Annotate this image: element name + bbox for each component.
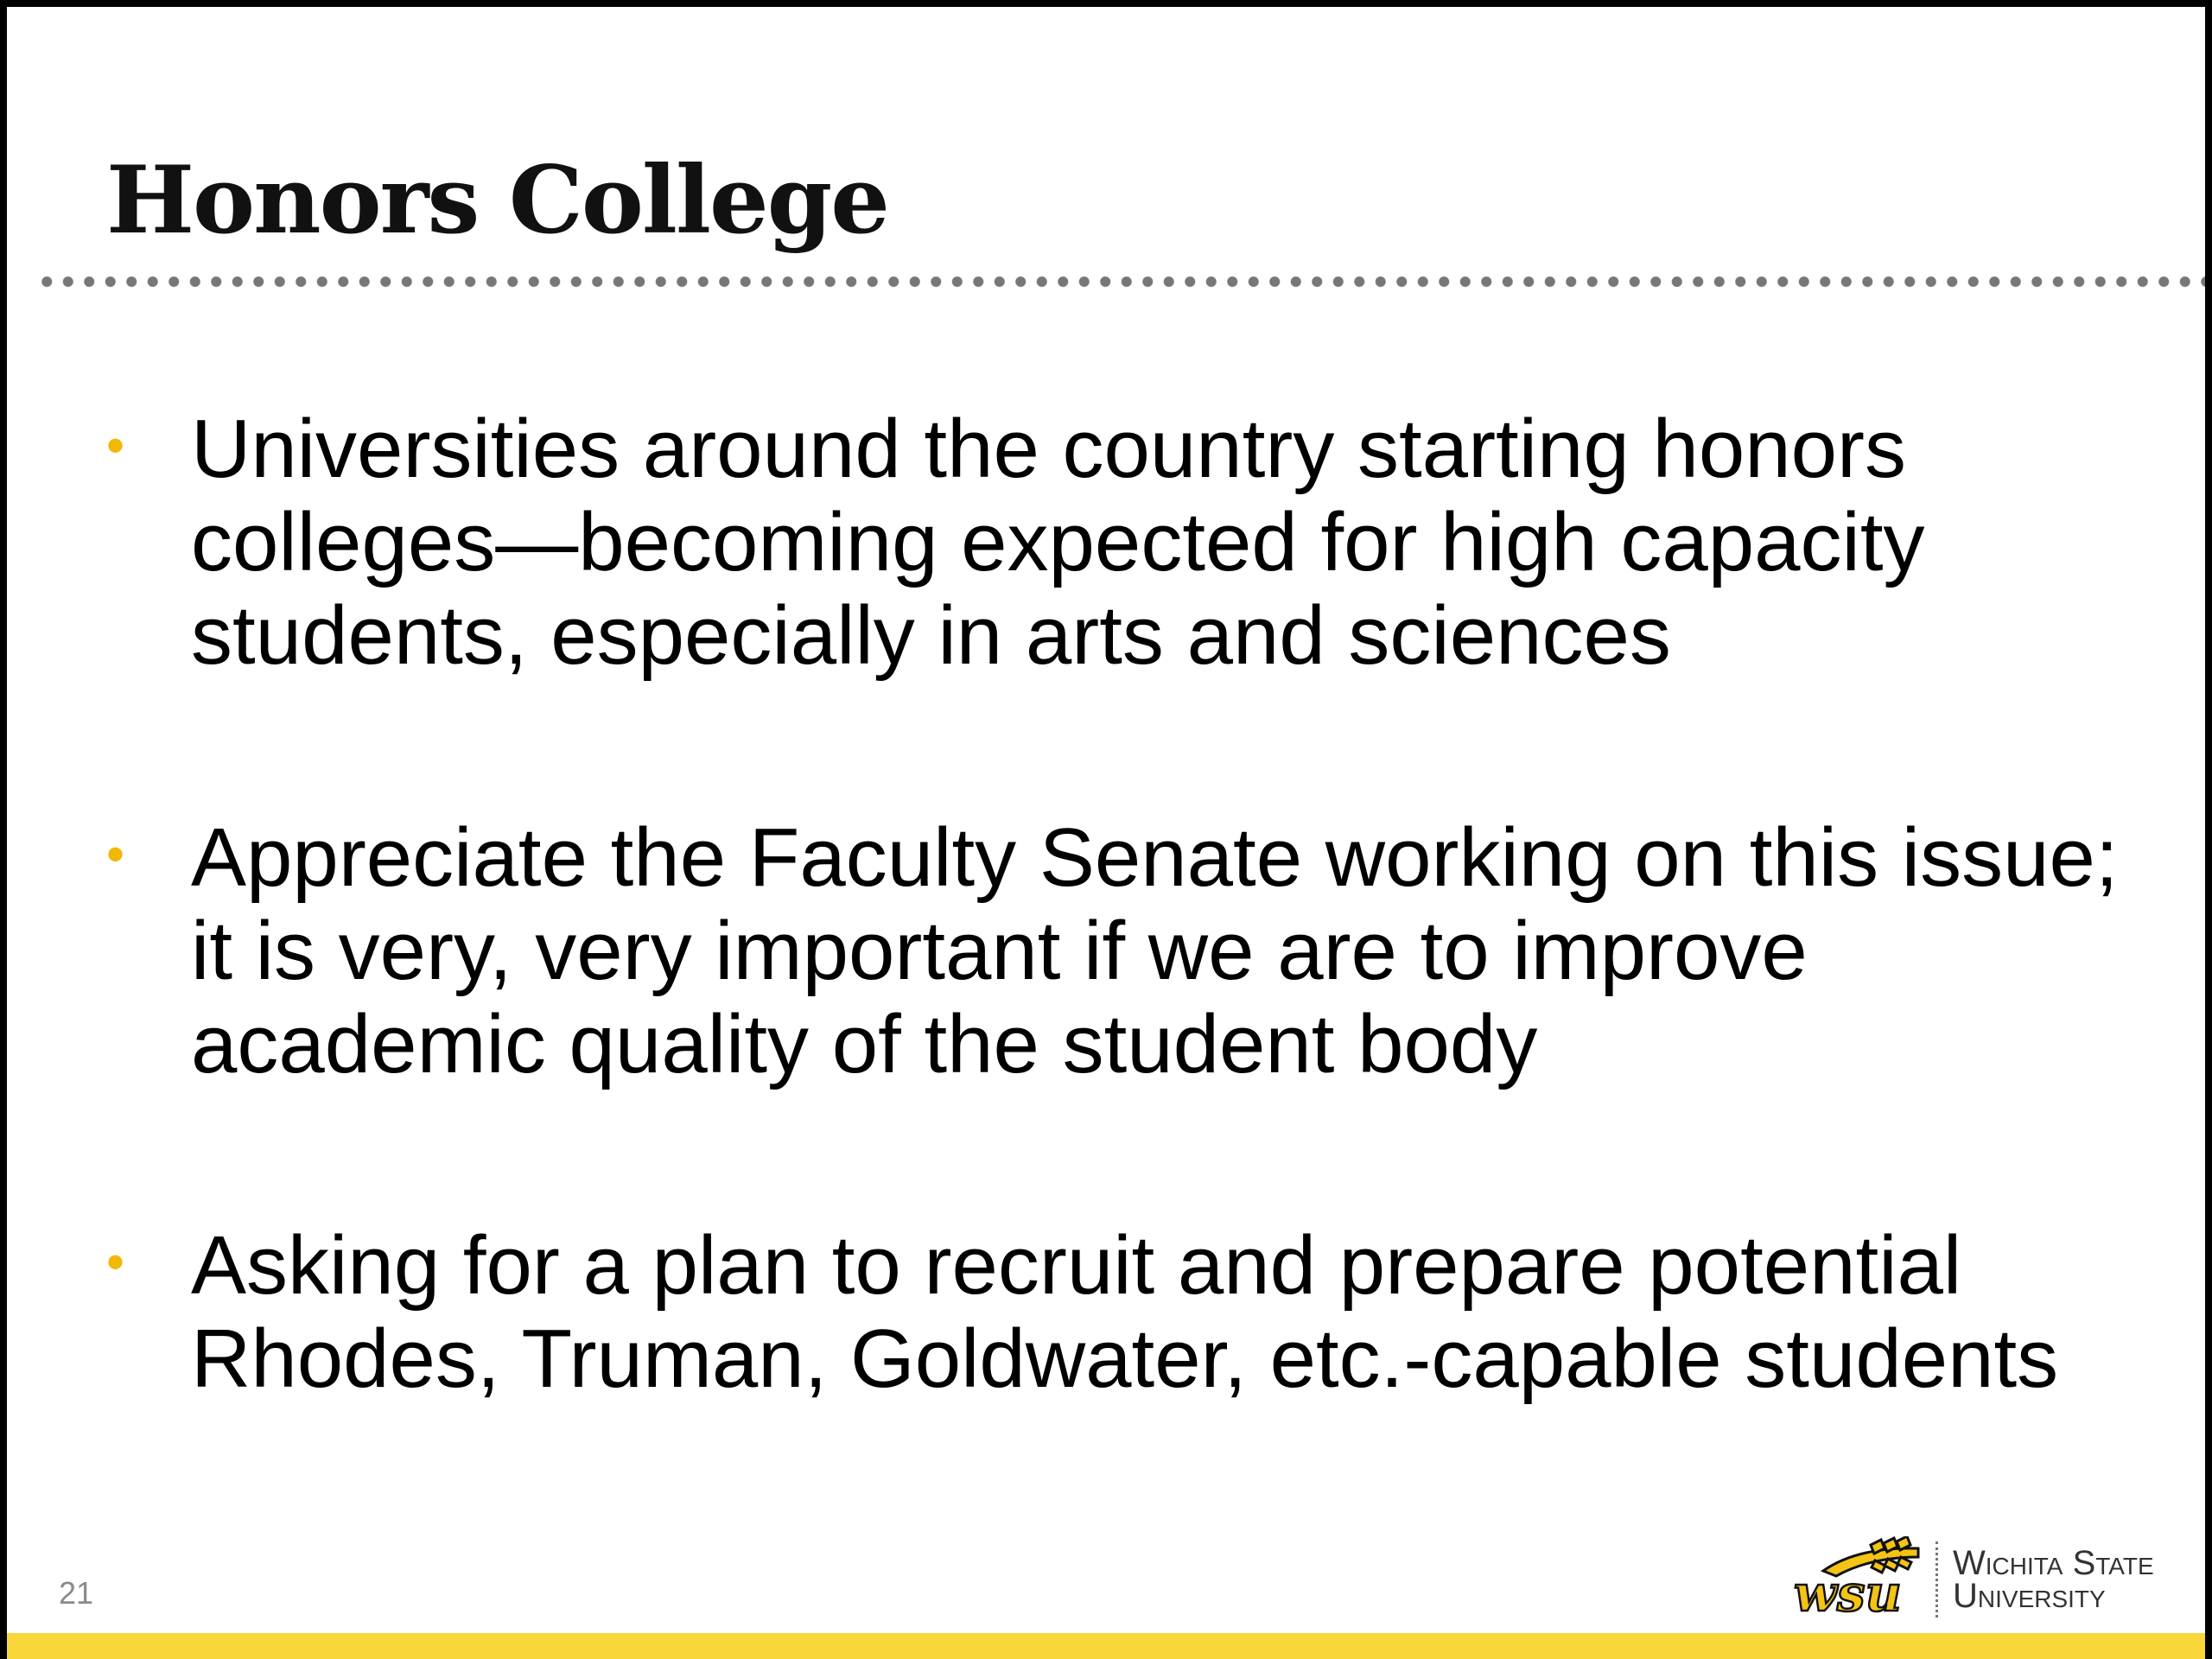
bullet-text: Universities around the country starting honors colleges—becoming expected for high capacity students, especially in arts and sciences <box>191 403 1925 682</box>
bullet-text: Appreciate the Faculty Senate working on this issue; it is very, very important if we are to improve academic quality of the student body <box>191 811 2119 1090</box>
slide-number: 21 <box>59 1575 94 1611</box>
bullet-dot-icon: • <box>106 1233 125 1291</box>
slide-title: Honors College <box>106 146 888 255</box>
wsu-logo <box>1789 1536 2177 1623</box>
bullet-text: Asking for a plan to recruit and prepare potential Rhodes, Truman, Goldwater, etc.-capable students <box>191 1219 2059 1405</box>
logo-separator <box>1936 1541 1938 1618</box>
university-name-line1: Wichita State <box>1953 1544 2154 1582</box>
university-name <box>1953 1544 2154 1615</box>
bullet-dot-icon: • <box>106 825 125 883</box>
slide <box>7 7 2205 1659</box>
wsu-shocker-logo-icon <box>1789 1536 1936 1623</box>
university-name-line2: University <box>1953 1577 2106 1615</box>
svg-text:wsu: wsu <box>1794 1564 1902 1623</box>
bullet-dot-icon: • <box>106 416 125 474</box>
bottom-accent-bar <box>7 1633 2205 1659</box>
dotted-divider <box>36 275 2205 289</box>
